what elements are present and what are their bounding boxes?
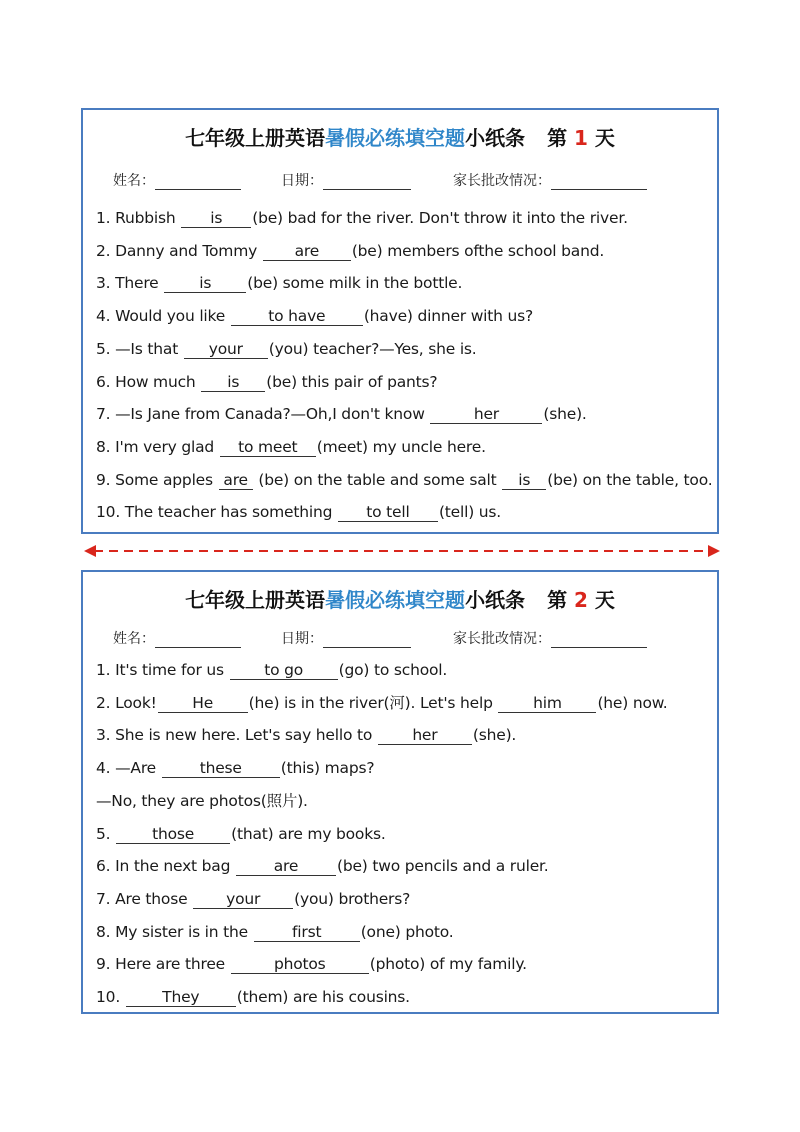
title-prefix: 七年级上册英语 xyxy=(185,588,326,612)
answer-blank[interactable]: is xyxy=(164,274,246,293)
day-number: 1 xyxy=(574,126,588,150)
day-prefix: 第 xyxy=(547,126,568,150)
exercise-item xyxy=(96,954,527,974)
date-input-line[interactable] xyxy=(323,174,411,190)
exercise-text: (this) maps? xyxy=(280,759,375,777)
answer-blank[interactable]: are xyxy=(236,857,336,876)
exercise-item xyxy=(96,404,587,424)
name-input-line[interactable] xyxy=(155,632,241,648)
exercise-text: (you) teacher?—Yes, she is. xyxy=(268,340,477,358)
info-row xyxy=(83,628,717,648)
title-highlight: 暑假必练填空题 xyxy=(325,588,466,612)
name-field xyxy=(113,628,241,648)
exercise-text: (be) some milk in the bottle. xyxy=(247,274,463,292)
exercise-item xyxy=(96,824,386,844)
exercise-item xyxy=(96,241,604,261)
exercise-text: 1. It's time for us xyxy=(96,661,229,679)
exercise-item xyxy=(96,470,712,490)
exercise-text: (be) two pencils and a ruler. xyxy=(336,857,549,875)
worksheet-card-day-1 xyxy=(81,108,719,534)
parent-check-input-line[interactable] xyxy=(551,632,647,648)
right-arrow-icon xyxy=(708,545,720,557)
exercise-text: 3. She is new here. Let's say hello to xyxy=(96,726,377,744)
exercise-text: 6. How much xyxy=(96,373,201,391)
date-label: 日期： xyxy=(281,631,323,647)
parent-check-input-line[interactable] xyxy=(551,174,647,190)
answer-blank[interactable]: her xyxy=(430,405,542,424)
exercise-text: (that) are my books. xyxy=(231,825,386,843)
parent-check-field xyxy=(453,170,647,190)
exercise-text: 2. Look! xyxy=(96,694,157,712)
exercise-text: 9. Here are three xyxy=(96,955,230,973)
day-suffix: 天 xyxy=(594,588,615,612)
answer-blank[interactable]: your xyxy=(193,890,293,909)
exercise-text: (one) photo. xyxy=(360,923,454,941)
answer-blank[interactable]: are xyxy=(263,242,351,261)
answer-blank[interactable]: He xyxy=(158,694,248,713)
date-label: 日期： xyxy=(281,173,323,189)
name-label: 姓名： xyxy=(113,173,155,189)
answer-blank[interactable]: to tell xyxy=(338,503,438,522)
dashed-double-arrow-divider xyxy=(84,544,720,558)
exercise-item xyxy=(96,372,437,392)
exercise-text: 1. Rubbish xyxy=(96,209,181,227)
exercise-text: —No, they are photos(照片). xyxy=(96,792,308,810)
answer-blank[interactable]: to go xyxy=(230,661,338,680)
exercise-item xyxy=(96,208,628,228)
exercise-text: (you) brothers? xyxy=(294,890,411,908)
parent-check-label: 家长批改情况： xyxy=(453,631,551,647)
exercise-text: 5. —Is that xyxy=(96,340,183,358)
exercise-text: (have) dinner with us? xyxy=(363,307,534,325)
date-field xyxy=(281,628,411,648)
exercise-item xyxy=(96,889,410,909)
exercise-text: (go) to school. xyxy=(338,661,448,679)
exercise-item xyxy=(96,502,501,522)
exercise-text: (she). xyxy=(543,405,587,423)
name-input-line[interactable] xyxy=(155,174,241,190)
answer-blank[interactable]: these xyxy=(162,759,280,778)
left-arrow-icon xyxy=(84,545,96,557)
exercise-text: 10. The teacher has something xyxy=(96,503,337,521)
exercise-text: 8. I'm very glad xyxy=(96,438,219,456)
answer-blank[interactable]: is xyxy=(502,471,546,490)
exercise-item xyxy=(96,339,477,359)
exercise-item xyxy=(96,273,462,293)
answer-blank[interactable]: are xyxy=(219,471,253,490)
exercise-item xyxy=(96,922,454,942)
exercise-text: 8. My sister is in the xyxy=(96,923,253,941)
answer-blank[interactable]: those xyxy=(116,825,230,844)
exercise-text: 3. There xyxy=(96,274,164,292)
answer-blank[interactable]: photos xyxy=(231,955,369,974)
exercise-text: (he) is in the river(河). Let's help xyxy=(248,694,498,712)
exercise-text: 7. —Is Jane from Canada?—Oh,I don't know xyxy=(96,405,430,423)
date-input-line[interactable] xyxy=(323,632,411,648)
exercise-item xyxy=(96,987,410,1007)
exercise-item xyxy=(96,856,549,876)
exercise-item xyxy=(96,306,533,326)
exercise-text: 4. —Are xyxy=(96,759,161,777)
exercise-text: (photo) of my family. xyxy=(369,955,527,973)
card-title xyxy=(83,122,717,151)
exercise-text: (he) now. xyxy=(597,694,668,712)
exercise-text: 6. In the next bag xyxy=(96,857,235,875)
exercise-item xyxy=(96,791,308,811)
name-label: 姓名： xyxy=(113,631,155,647)
title-highlight: 暑假必练填空题 xyxy=(325,126,466,150)
answer-blank[interactable]: They xyxy=(126,988,236,1007)
name-field xyxy=(113,170,241,190)
parent-check-field xyxy=(453,628,647,648)
answer-blank[interactable]: first xyxy=(254,923,360,942)
exercise-item xyxy=(96,437,486,457)
exercise-item xyxy=(96,693,668,713)
answer-blank[interactable]: him xyxy=(498,694,596,713)
answer-blank[interactable]: is xyxy=(181,209,251,228)
info-row xyxy=(83,170,717,190)
title-suffix: 小纸条 xyxy=(465,588,526,612)
exercise-text: (them) are his cousins. xyxy=(236,988,410,1006)
answer-blank[interactable]: her xyxy=(378,726,472,745)
answer-blank[interactable]: is xyxy=(201,373,265,392)
exercise-text: (meet) my uncle here. xyxy=(316,438,486,456)
exercise-item xyxy=(96,725,516,745)
worksheet-card-day-2 xyxy=(81,570,719,1014)
title-suffix: 小纸条 xyxy=(465,126,526,150)
exercise-text: 7. Are those xyxy=(96,890,193,908)
date-field xyxy=(281,170,411,190)
exercise-text: (be) on the table and some salt xyxy=(253,471,502,489)
exercise-text: (be) on the table, too. xyxy=(547,471,713,489)
exercise-text: 10. xyxy=(96,988,125,1006)
exercise-text: 2. Danny and Tommy xyxy=(96,242,262,260)
exercise-text: 9. Some apples xyxy=(96,471,218,489)
answer-blank[interactable]: to have xyxy=(231,307,363,326)
title-prefix: 七年级上册英语 xyxy=(185,126,326,150)
exercise-text: 5. xyxy=(96,825,116,843)
answer-blank[interactable]: your xyxy=(184,340,268,359)
day-prefix: 第 xyxy=(547,588,568,612)
exercise-text: (she). xyxy=(472,726,517,744)
parent-check-label: 家长批改情况： xyxy=(453,173,551,189)
answer-blank[interactable]: to meet xyxy=(220,438,316,457)
exercise-text: 4. Would you like xyxy=(96,307,230,325)
exercise-item xyxy=(96,660,447,680)
day-number: 2 xyxy=(574,588,588,612)
exercise-item xyxy=(96,758,374,778)
exercise-text: (be) bad for the river. Don't throw it into the river. xyxy=(252,209,628,227)
exercise-text: (be) members ofthe school band. xyxy=(351,242,605,260)
exercise-text: (tell) us. xyxy=(438,503,502,521)
card-title xyxy=(83,584,717,613)
exercise-text: (be) this pair of pants? xyxy=(266,373,438,391)
day-suffix: 天 xyxy=(594,126,615,150)
